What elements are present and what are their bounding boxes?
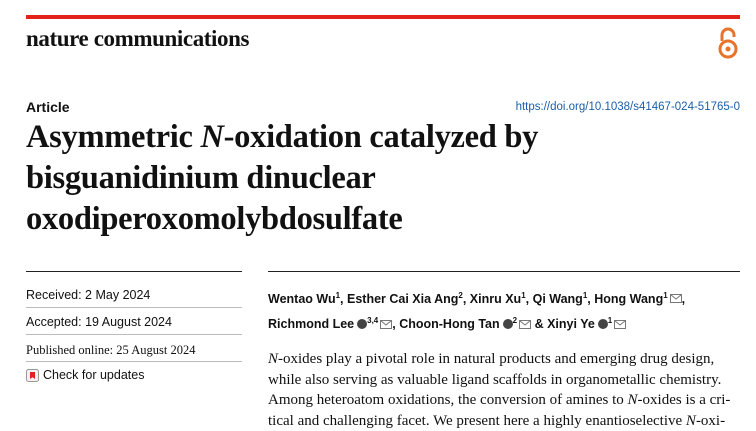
title-text: -oxidation catalyzed by <box>224 119 538 155</box>
author-affiliation: 2 <box>513 316 517 325</box>
abstract-text: -oxides play a pivotal role in natural products and emerging drug design, <box>278 351 714 367</box>
separator: , <box>587 292 594 306</box>
section-divider <box>26 271 242 272</box>
title-text: Asymmetric <box>26 119 200 155</box>
received-date: Received: 2 May 2024 <box>26 288 150 302</box>
journal-name[interactable]: nature communications <box>26 26 249 52</box>
author-affiliation: 3,4 <box>367 316 378 325</box>
author-affiliation: 1 <box>663 291 667 300</box>
abstract-text: -oxi- <box>696 413 725 429</box>
date-divider <box>26 307 242 308</box>
published-date: Published online: 25 August 2024 <box>26 343 195 358</box>
check-for-updates-icon <box>26 369 39 382</box>
article-title <box>26 117 726 240</box>
date-divider <box>26 334 242 335</box>
author-name[interactable]: Qi Wang <box>533 292 583 306</box>
date-divider <box>26 361 242 362</box>
abstract <box>268 349 740 431</box>
author-affiliation: 1 <box>608 316 612 325</box>
mail-icon[interactable] <box>519 320 531 329</box>
abstract-text: tical and challenging facet. We present here a highly enantioselective <box>268 413 686 429</box>
author-affiliation: 1 <box>521 291 525 300</box>
abstract-text: -oxides is a cri- <box>638 392 731 408</box>
doi-link[interactable]: https://doi.org/10.1038/s41467-024-51765-0 <box>516 101 740 113</box>
italic-n: N <box>268 351 278 367</box>
separator: & <box>531 317 547 331</box>
author-name[interactable]: Hong Wang <box>594 292 663 306</box>
separator: , <box>340 292 347 306</box>
author-name[interactable]: Esther Cai Xia Ang <box>347 292 458 306</box>
title-line-3: oxodiperoxomolybdosulfate <box>26 199 726 240</box>
mail-icon[interactable] <box>380 320 392 329</box>
title-line-2: bisguanidinium dinuclear <box>26 158 726 199</box>
author-affiliation: 1 <box>583 291 587 300</box>
mail-icon[interactable] <box>670 294 682 303</box>
title-line-1 <box>26 117 726 158</box>
separator: , <box>526 292 533 306</box>
author-affiliation: 1 <box>336 291 340 300</box>
separator: , <box>463 292 470 306</box>
accepted-date: Accepted: 19 August 2024 <box>26 315 172 329</box>
author-name[interactable]: Xinyi Ye <box>547 317 595 331</box>
abstract-line <box>268 390 740 411</box>
orcid-icon[interactable] <box>598 319 608 329</box>
italic-n: N <box>628 392 638 408</box>
italic-n: N <box>686 413 696 429</box>
author-name[interactable]: Xinru Xu <box>470 292 521 306</box>
abstract-text: Among heteroatom oxidations, the conversion of amines to <box>268 392 628 408</box>
check-for-updates-link[interactable] <box>26 368 144 382</box>
section-divider <box>268 271 740 272</box>
separator: , <box>682 292 685 306</box>
author-affiliation: 2 <box>458 291 462 300</box>
separator: , <box>392 317 399 331</box>
mail-icon[interactable] <box>614 320 626 329</box>
orcid-icon[interactable] <box>503 319 513 329</box>
check-for-updates-label: Check for updates <box>43 368 144 382</box>
abstract-line <box>268 349 740 370</box>
abstract-line: while also serving as valuable ligand scaffolds in organometallic chemistry. <box>268 370 740 391</box>
author-list <box>268 285 738 335</box>
title-italic-n: N <box>200 119 223 155</box>
open-access-icon[interactable] <box>717 26 739 60</box>
journal-accent-bar <box>26 15 740 19</box>
abstract-line <box>268 411 740 431</box>
author-name[interactable]: Richmond Lee <box>268 317 354 331</box>
article-type-label: Article <box>26 99 70 115</box>
author-name[interactable]: Choon-Hong Tan <box>399 317 499 331</box>
orcid-icon[interactable] <box>357 319 367 329</box>
author-name[interactable]: Wentao Wu <box>268 292 336 306</box>
